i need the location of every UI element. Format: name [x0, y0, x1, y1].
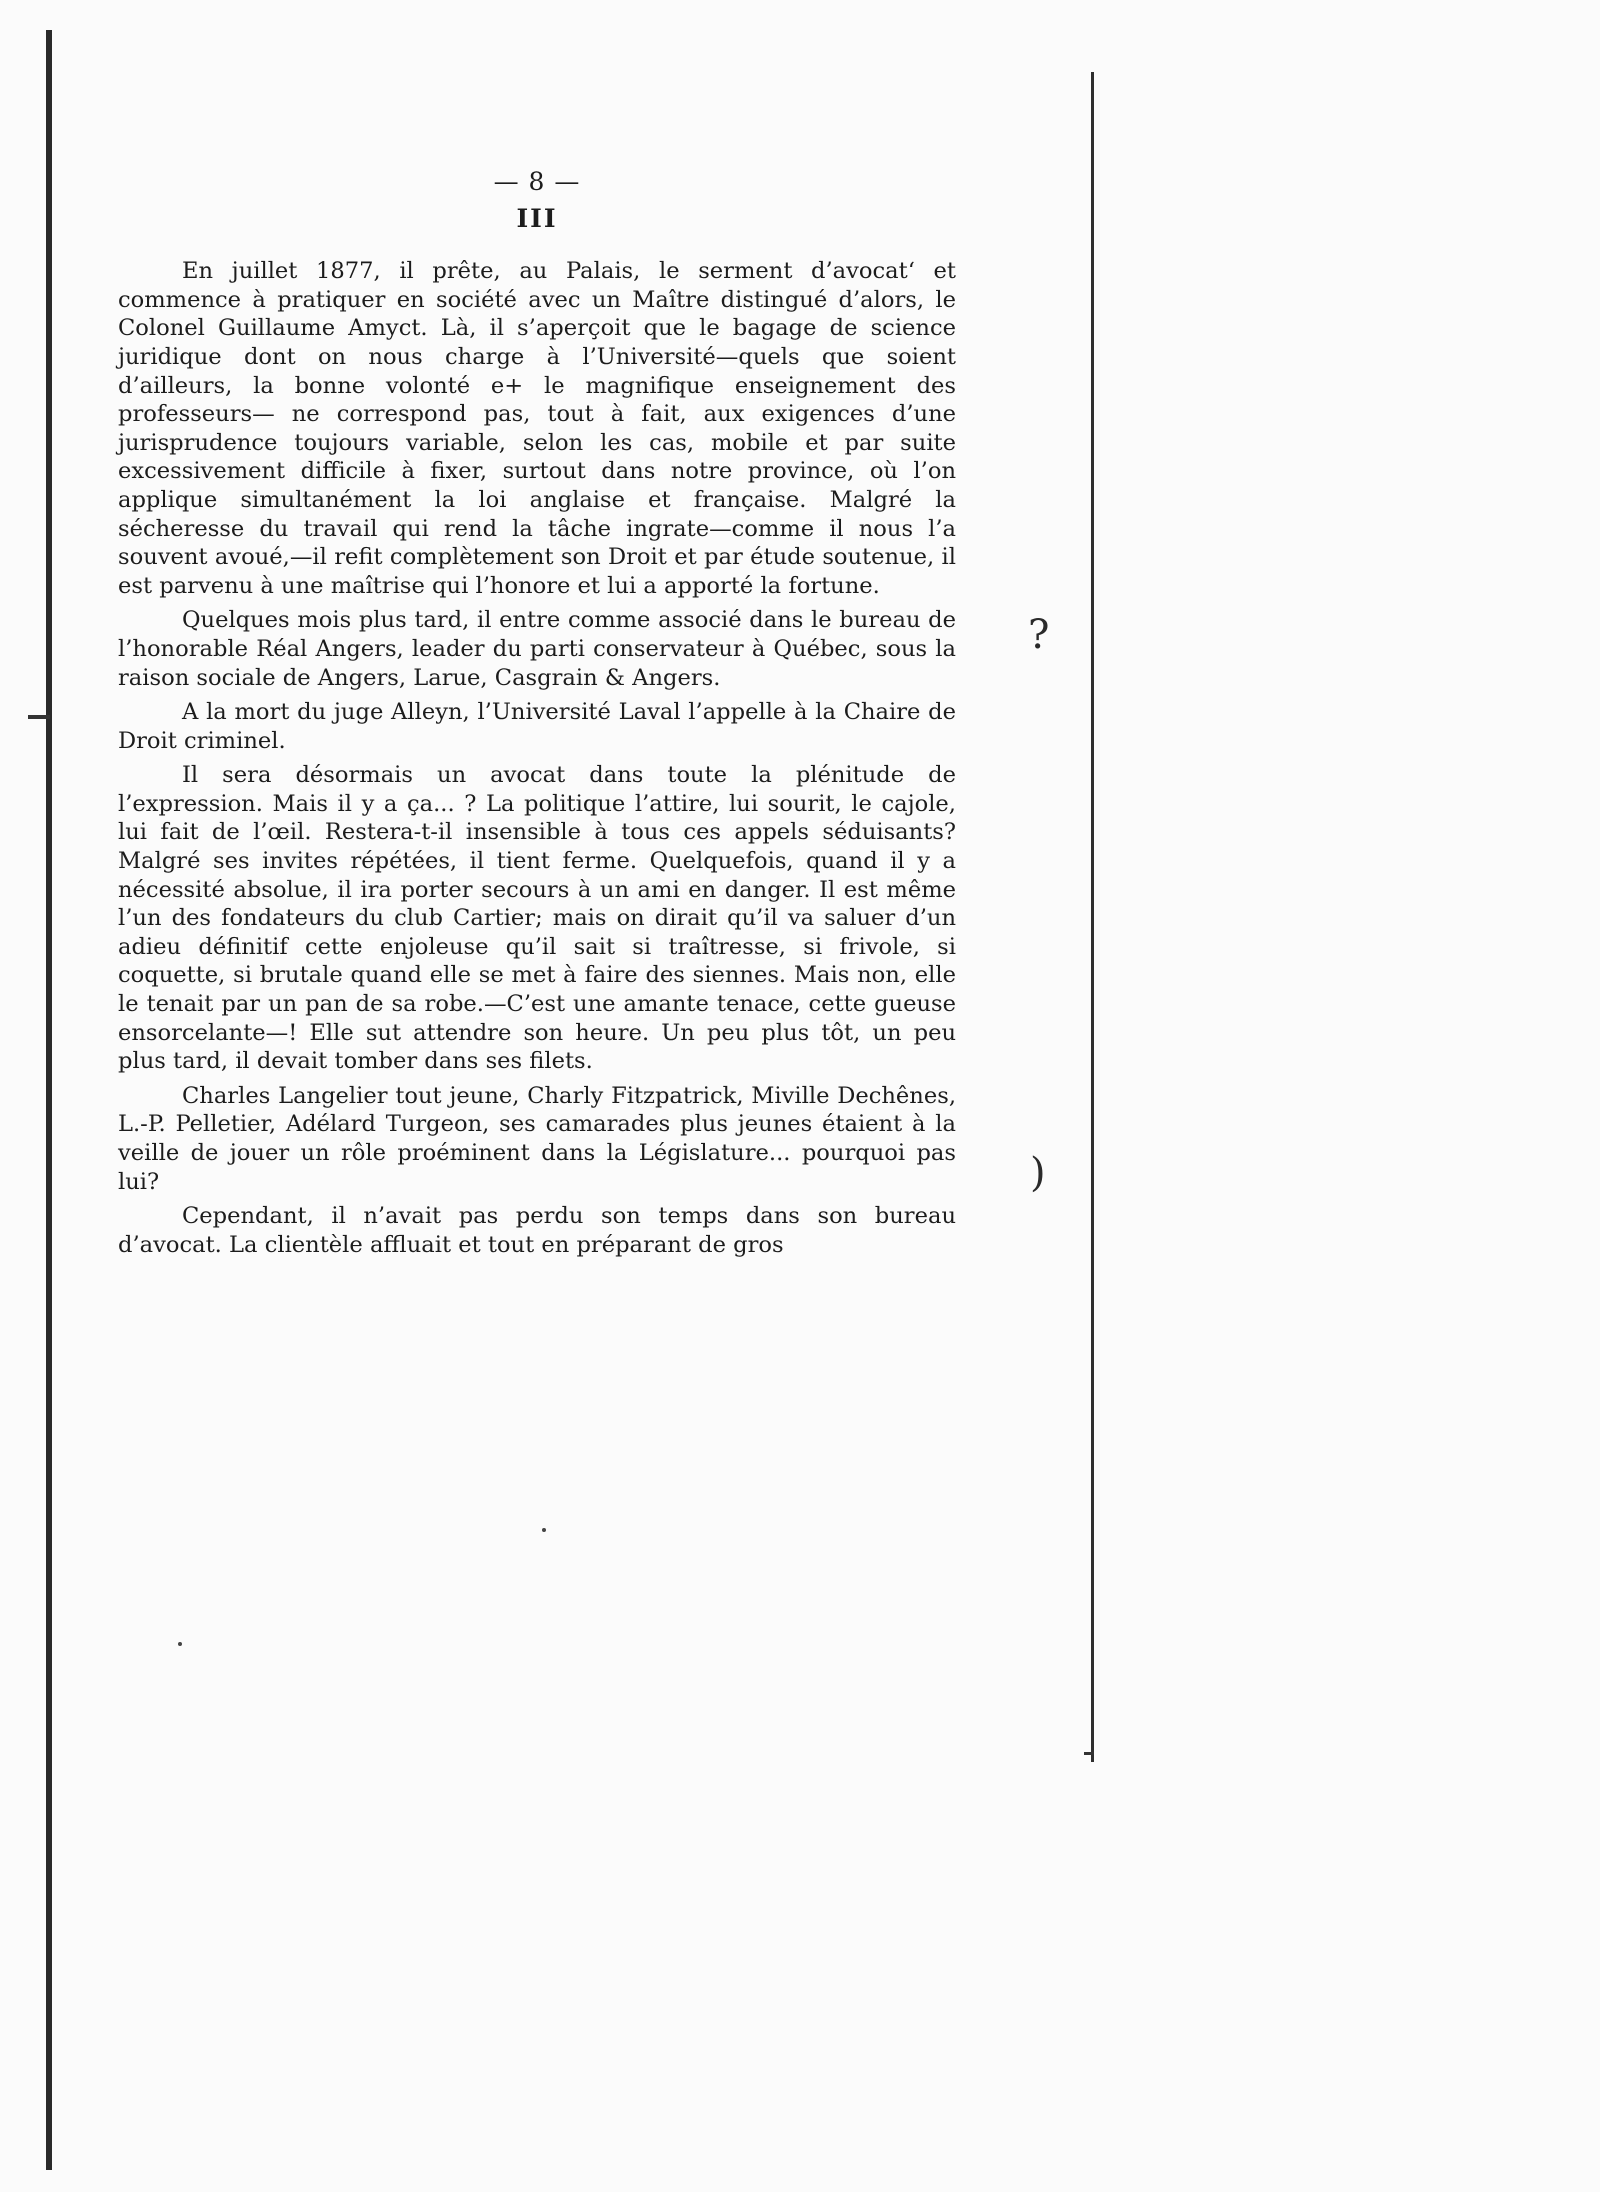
- paragraph: Il sera désormais un avocat dans toute la plénitude de l’expression. Mais il y a ça... ? La politique l’attire, lui sourit, le cajole, lui fait de l’œil. Restera-t-il insensible à tous ces appels séduisants? Malgré ses invites répétées, il tient ferme. Quelquefois, quand il y a nécessité absolue, il ira porter secours à un ami en danger. Il est même l’un des fondateurs du club Cartier; mais on dirait qu’il va saluer d’un adieu définitif cette enjoleuse qu’il sait si traîtresse, si frivole, si coquette, si brutale quand elle se met à faire des siennes. Mais non, elle le tenait par un pan de sa robe.—C’est une amante tenace, cette gueuse ensorcelante—! Elle sut attendre son heure. Un peu plus tôt, un peu plus tard, il devait tomber dans ses filets.: [118, 762, 956, 1075]
- scan-speck: [542, 1528, 546, 1532]
- body-text: [118, 168, 956, 1265]
- paragraph: Quelques mois plus tard, il entre comme associé dans le bureau de l’honorable Réal Angers, leader du parti conservateur à Québec, sous la raison sociale de Angers, Larue, Casgrain & Angers.: [118, 607, 956, 691]
- paragraph: Cependant, il n’avait pas perdu son temps dans son bureau d’avocat. La clientèle affluait et tout en préparant de gros: [118, 1203, 956, 1258]
- paragraph: A la mort du juge Alleyn, l’Université Laval l’appelle à la Chaire de Droit criminel.: [118, 699, 956, 754]
- paragraph: En juillet 1877, il prête, au Palais, le serment d’avocat‘ et commence à pratiquer en société avec un Maître distingué d’alors, le Colonel Guillaume Amyct. Là, il s’aperçoit que le bagage de science juridique dont on nous charge à l’Université—quels que soient d’ailleurs, la bonne volonté e+ le magnifique enseignement des professeurs— ne correspond pas, tout à fait, aux exigences d’une jurisprudence toujours variable, selon les cas, mobile et par suite excessivement difficile à fixer, surtout dans notre province, où l’on applique simultanément la loi anglaise et française. Malgré la sécheresse du travail qui rend la tâche ingrate—comme il nous l’a souvent avoué,—il refit complètement son Droit et par étude soutenue, il est parvenu à une maîtrise qui l’honore et lui a apporté la fortune.: [118, 258, 956, 599]
- section-heading: III: [516, 203, 558, 233]
- scan-speck: [178, 1642, 182, 1646]
- paragraph: Charles Langelier tout jeune, Charly Fitzpatrick, Miville Dechênes, L.-P. Pelletier, Adélard Turgeon, ses camarades plus jeunes étaient à la veille de jouer un rôle proéminent dans la Législature... pourquoi pas lui?: [118, 1082, 956, 1195]
- right-page-edge: [1091, 72, 1094, 1762]
- margin-mark-upper: ?: [1028, 612, 1050, 658]
- left-edge-tick: [28, 715, 50, 719]
- margin-mark-lower: ): [1030, 1150, 1046, 1196]
- right-edge-tick: [1084, 1752, 1094, 1755]
- left-binding-edge: [46, 30, 52, 2170]
- page-number: — 8 —: [493, 167, 581, 196]
